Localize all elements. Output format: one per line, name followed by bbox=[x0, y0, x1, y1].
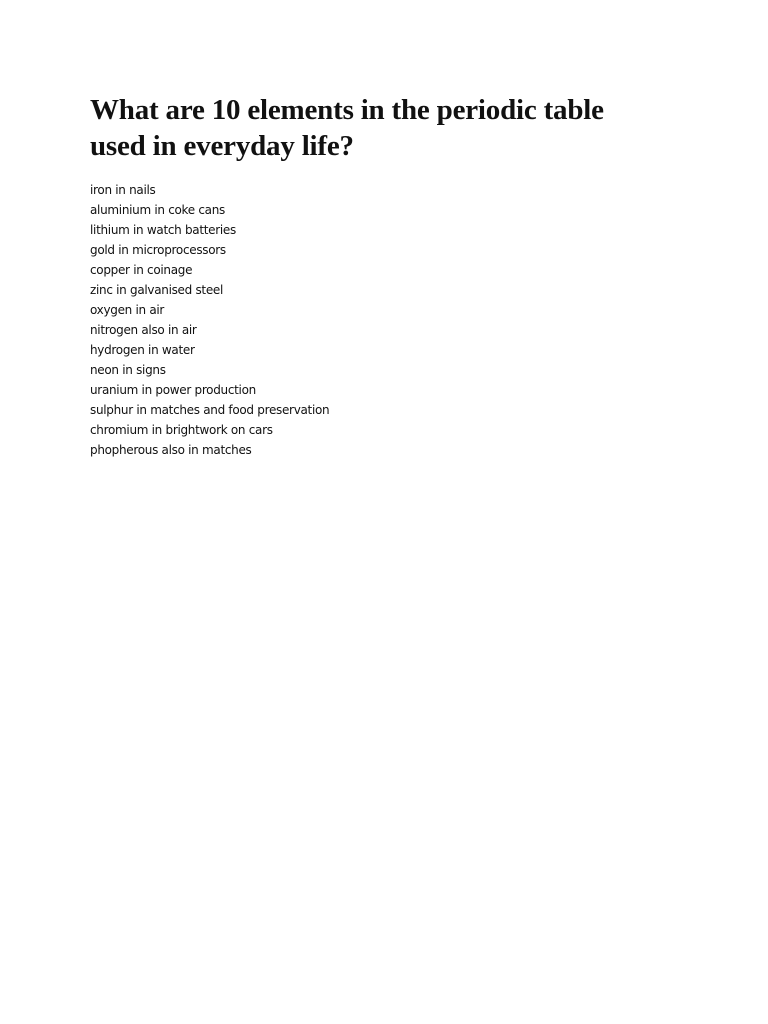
list-item: gold in microprocessors bbox=[90, 243, 226, 257]
list-item: aluminium in coke cans bbox=[90, 203, 225, 217]
title-line-1: What are 10 elements in the periodic table bbox=[90, 94, 604, 126]
list-item: hydrogen in water bbox=[90, 343, 195, 357]
list-item: phopherous also in matches bbox=[90, 443, 252, 457]
list-item: nitrogen also in air bbox=[90, 323, 197, 337]
document-page bbox=[90, 92, 690, 460]
list-item: copper in coinage bbox=[90, 263, 193, 277]
list-item: zinc in galvanised steel bbox=[90, 283, 224, 297]
list-item: chromium in brightwork on cars bbox=[90, 423, 273, 437]
list-item: neon in signs bbox=[90, 363, 166, 377]
element-usage-list bbox=[90, 180, 690, 460]
list-item: lithium in watch batteries bbox=[90, 223, 236, 237]
title-line-2: used in everyday life? bbox=[90, 130, 354, 162]
document-title bbox=[90, 92, 690, 164]
list-item: oxygen in air bbox=[90, 303, 165, 317]
list-item: sulphur in matches and food preservation bbox=[90, 403, 330, 417]
list-item: uranium in power production bbox=[90, 383, 256, 397]
list-item: iron in nails bbox=[90, 183, 156, 197]
